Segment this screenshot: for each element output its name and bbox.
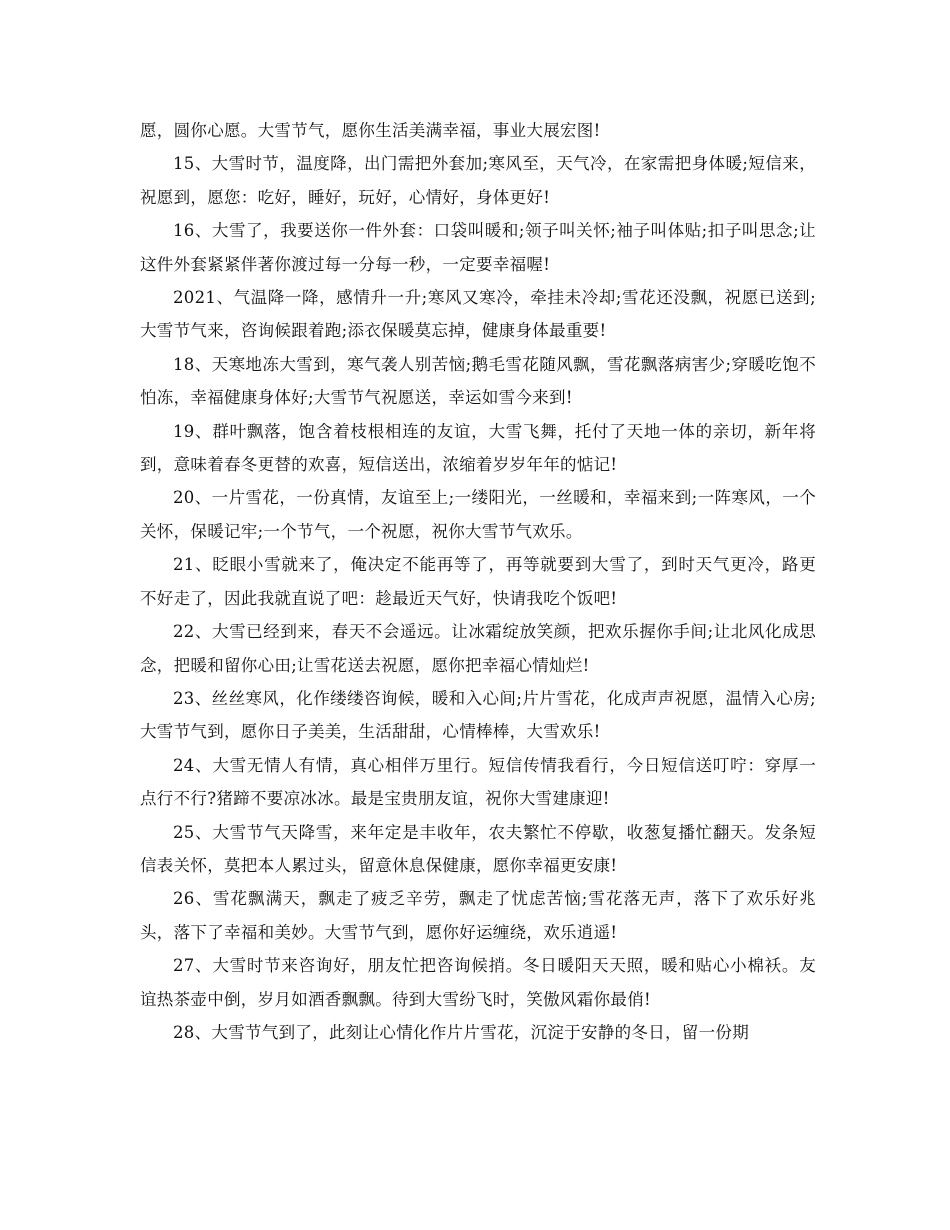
paragraph-15: 15、大雪时节，温度降，出门需把外套加;寒风至，天气冷，在家需把身体暖;短信来，祝愿到，愿您：吃好，睡好，玩好，心情好，身体更好! — [140, 154, 816, 207]
paragraph-20: 20、一片雪花，一份真情，友谊至上;一缕阳光，一丝暖和，幸福来到;一阵寒风，一个关怀，保暖记牢;一个节气，一个祝愿，祝你大雪节气欢乐。 — [140, 488, 816, 541]
paragraph-27: 27、大雪时节来咨询好，朋友忙把咨询候捎。冬日暖阳天天照，暖和贴心小棉袄。友谊热茶壶中倒，岁月如酒香飘飘。待到大雪纷飞时，笑傲风霜你最俏! — [140, 956, 816, 1009]
paragraph-16: 16、大雪了，我要送你一件外套：口袋叫暖和;领子叫关怀;袖子叫体贴;扣子叫思念;让这件外套紧紧伴著你渡过每一分每一秒，一定要幸福喔! — [140, 221, 816, 274]
paragraph-26: 26、雪花飘满天，飘走了疲乏辛劳，飘走了忧虑苦恼;雪花落无声，落下了欢乐好兆头，落下了幸福和美妙。大雪节气到，愿你好运缠绕，欢乐逍遥! — [140, 889, 816, 942]
paragraph-18: 18、天寒地冻大雪到，寒气袭人别苦恼;鹅毛雪花随风飘，雪花飘落病害少;穿暖吃饱不怕冻，幸福健康身体好;大雪节气祝愿送，幸运如雪今来到! — [140, 354, 816, 408]
document-page — [140, 114, 816, 1049]
paragraph-22: 22、大雪已经到来，春天不会遥远。让冰霜绽放笑颜，把欢乐握你手间;让北风化成思念，把暖和留你心田;让雪花送去祝愿，愿你把幸福心情灿烂! — [140, 622, 816, 675]
paragraph-continuation: 愿，圆你心愿。大雪节气，愿你生活美满幸福，事业大展宏图! — [140, 121, 601, 140]
paragraph-21: 21、眨眼小雪就来了，俺决定不能再等了，再等就要到大雪了，到时天气更冷，路更不好走了，因此我就直说了吧：趁最近天气好，快请我吃个饭吧! — [140, 555, 816, 608]
paragraph-2021: 2021、气温降一降，感情升一升;寒风又寒冷，牵挂未冷却;雪花还没飘，祝愿已送到;大雪节气来，咨询候跟着跑;添衣保暖莫忘掉，健康身体最重要! — [140, 288, 816, 341]
paragraph-24: 24、大雪无情人有情，真心相伴万里行。短信传情我看行，今日短信送叮咛：穿厚一点行不行?猪蹄不要凉冰冰。最是宝贵朋友谊，祝你大雪建康迎! — [140, 755, 816, 809]
paragraph-19: 19、群叶飘落，饱含着枝根相连的友谊，大雪飞舞，托付了天地一体的亲切，新年将到，意味着春冬更替的欢喜，短信送出，浓缩着岁岁年年的惦记! — [140, 421, 816, 475]
paragraph-25: 25、大雪节气天降雪，来年定是丰收年，农夫繁忙不停歇，收葱复播忙翻天。发条短信表关怀，莫把本人累过头，留意休息保健康，愿你幸福更安康! — [140, 822, 816, 875]
paragraph-28: 28、大雪节气到了，此刻让心情化作片片雪花，沉淀于安静的冬日，留一份期 — [173, 1022, 749, 1042]
paragraph-23: 23、丝丝寒风，化作缕缕咨询候，暖和入心间;片片雪花，化成声声祝愿，温情入心房;大雪节气到，愿你日子美美，生活甜甜，心情棒棒，大雪欢乐! — [140, 688, 816, 742]
